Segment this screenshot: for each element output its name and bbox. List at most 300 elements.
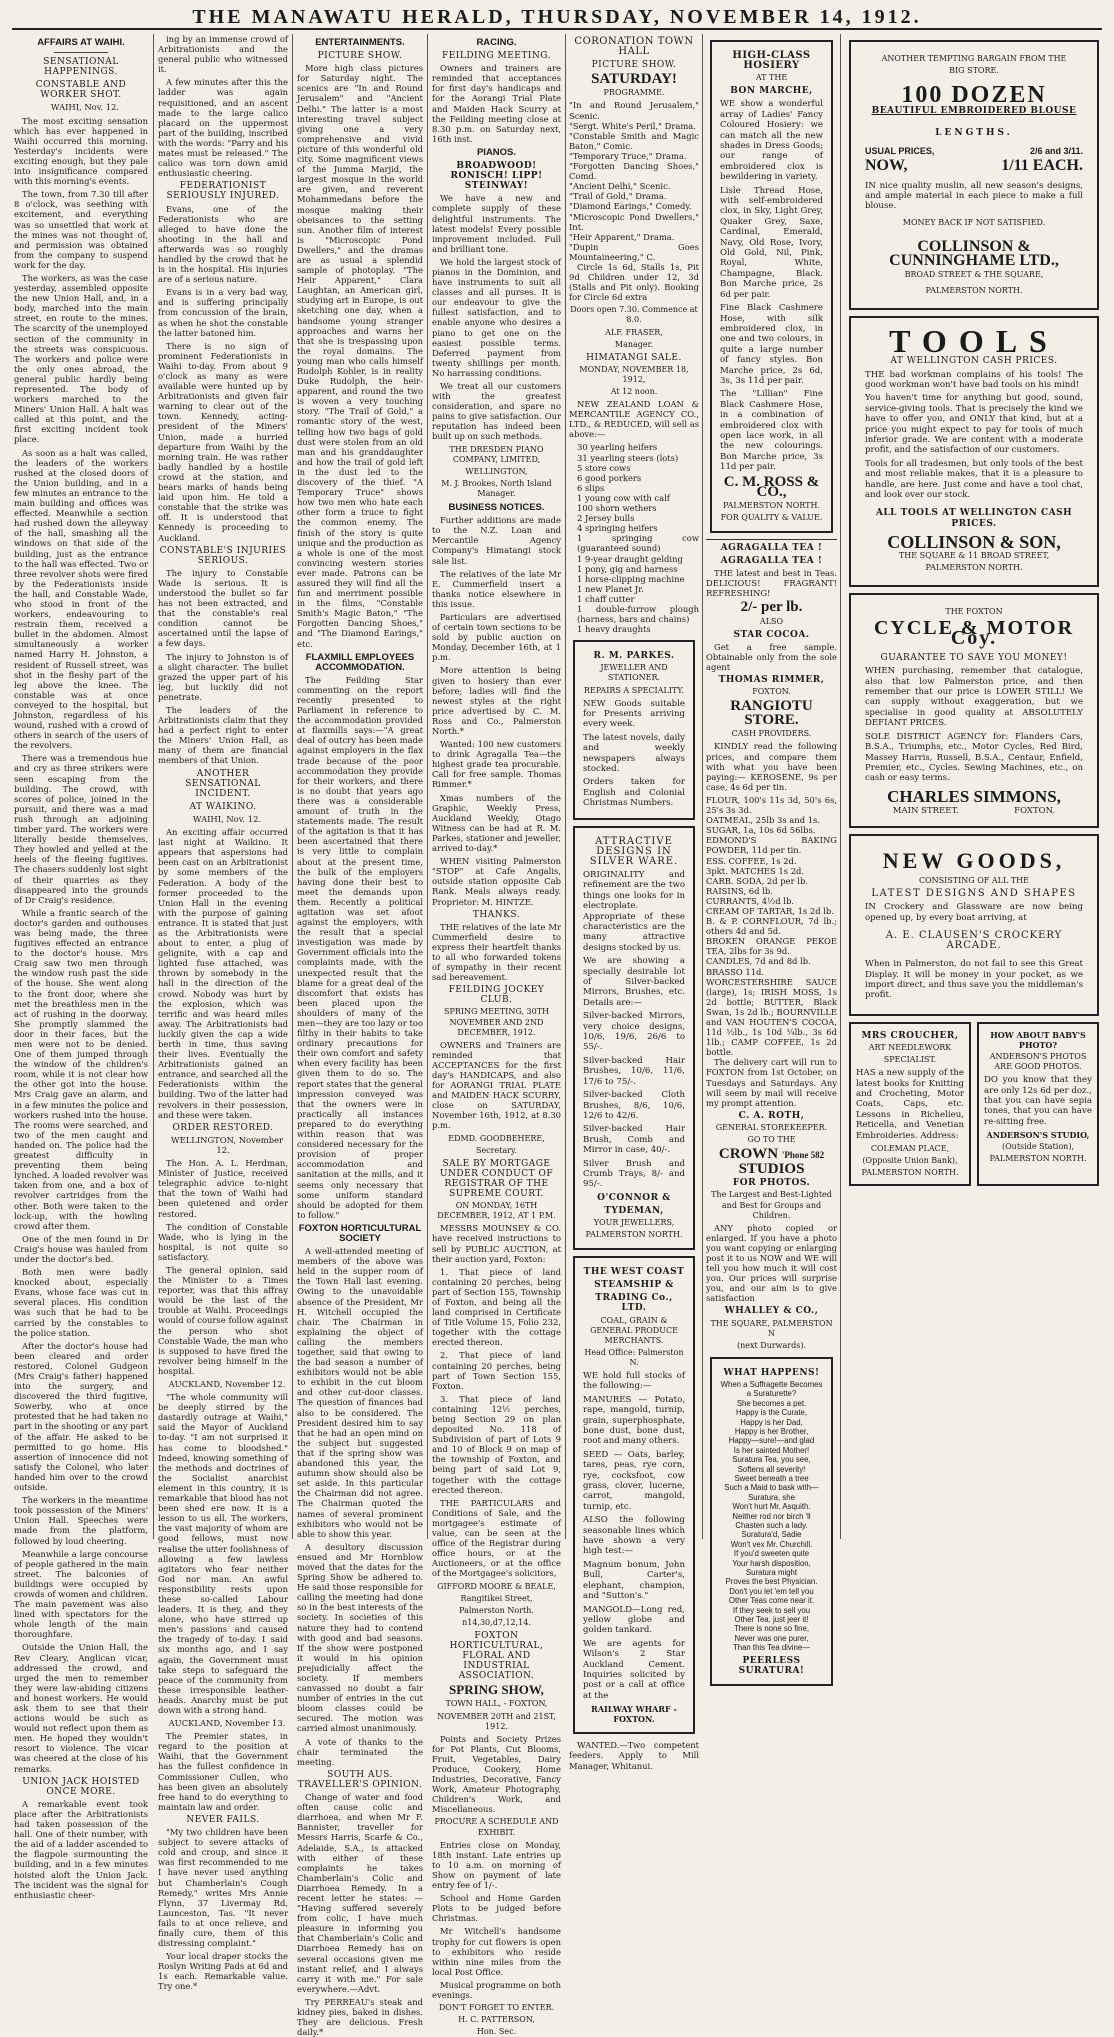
manager: ALF. FRASER, <box>605 327 663 337</box>
verse-line: Happy is her Brother, <box>734 1426 809 1436</box>
suratura-ad <box>710 1357 833 1686</box>
silverware-text: Silver Brush and Crumb Trays, 8/- and 95/-. <box>583 1158 685 1190</box>
cycle-guarantee: GUARANTEE TO SAVE YOU MONEY! <box>880 653 1068 664</box>
silverware-ad <box>573 826 695 1250</box>
paragraph: Mr Witchell's handsome trophy for cut flowers is open to exhibitors who reside within nine miles from the local Post Office. <box>432 1926 561 1977</box>
saturday: SATURDAY! <box>591 71 677 88</box>
tools-ad <box>849 316 1099 587</box>
westcoast-ad <box>573 1256 695 1734</box>
column-3 <box>297 34 423 2037</box>
paragraph: A few minutes after this the ladder was again requisitioned, and an ascent made to the large calico placard on the uppermost part of the building, inscribed with the words: "Parry and his mates must be released." The calico was torn down amid enthusiastic cheering. <box>158 77 288 179</box>
subheading: PICTURE SHOW. <box>317 51 403 62</box>
paragraph: MESSRS MOUNSEY & CO. have received instructions to sell by PUBLIC AUCTION, at their auction yard, Foxton: <box>432 1223 561 1264</box>
headline: AFFAIRS AT WAIHI. <box>37 37 125 48</box>
stock-item: 1 heavy draughts <box>577 624 651 635</box>
oconnor-name: TYDEMAN, <box>604 1205 664 1216</box>
crown-row <box>706 1146 837 1163</box>
anderson-tagline: ANDERSON'S PHOTOS ARE GOOD PHOTOS. <box>989 1052 1087 1072</box>
paragraph: The town, from 7.30 till after 8 o'clock, was seething with excitement, and everything was so unsettled that work at the mines was not thought of, and permission was obtained from the company to suspend work for the day. <box>14 189 148 270</box>
paragraph: Both men were badly knocked about, especially Evans, whose face was cut in several places. His condition was such that he had to be carried by the constables to the police station. <box>14 1267 148 1338</box>
ross-tagline: FOR QUALITY & VALUE. <box>720 512 823 522</box>
stock-item: 1 double-furrow plough (harness, bars and chains) <box>577 603 699 625</box>
star-cocoa: STAR COCOA. <box>733 629 810 640</box>
roth-name: C. A. ROTH, <box>738 1110 805 1121</box>
verse-line: Sweet beneath a tree <box>734 1473 809 1483</box>
parkes-text: NEW Goods suitable for Presents arriving every week. <box>583 698 685 730</box>
firm-city: WELLINGTON, <box>465 466 528 476</box>
film-item: "Heir Apparent," Drama. <box>569 231 675 242</box>
column-rule <box>840 34 841 1539</box>
silverware-title: ATTRACTIVE DESIGNS IN SILVER WARE. <box>589 835 679 867</box>
rimmer-town: FOXTON. <box>752 687 791 697</box>
manager-title: Manager. <box>614 339 654 349</box>
anderson-text: DO you know that they are only 12s 6d per doz., that you can have sepia tones, that you can have re-sitting free. <box>984 1075 1092 1127</box>
paragraph: The most exciting sensation which has ever happened in Waihi occurred this morning. Yesterday's incidents were exciting enough, but they pale into insignificance compared with this morning's events. <box>14 115 148 187</box>
coronation-title: CORONATION TOWN HALL <box>574 36 694 58</box>
subheading: AT WAIKINO. <box>189 801 257 812</box>
signature-title: Hon. Sec. <box>476 2027 517 2037</box>
silverware-text: ORIGINALITY and refinement are the two things one looks for in electroplate. Appropriate of these characteristics are the many attractive designs stocked by us. <box>583 869 685 953</box>
column-2 <box>158 34 288 1992</box>
verse-line: Won't vex Mr. Churchill. <box>730 1539 813 1549</box>
stock-item: 6 good porkers <box>577 472 642 483</box>
reference: n14,30,d7,12,14. <box>462 1617 531 1627</box>
film-item: "Ancient Delhi," Scenic. <box>569 181 671 192</box>
tools-title: TOOLS <box>889 323 1059 360</box>
new-goods-line: LATEST DESIGNS AND SHAPES <box>871 888 1077 900</box>
column-4 <box>432 34 561 2037</box>
price-item: FLOUR, 100's 11s 3d, 50's 6s, 25's 3s 3d. <box>706 794 837 816</box>
hosiery-at: AT THE <box>755 73 788 83</box>
verse-line: She becomes a pet. <box>736 1398 807 1408</box>
silverware-text: Silver-backed Hair Brush, Comb and Mirror in case, 40/-. <box>583 1124 685 1156</box>
price-list <box>706 795 837 1057</box>
divider <box>54 52 108 53</box>
blouse-dozen: 100 DOZEN <box>901 82 1047 109</box>
price-item: B. & P. CORNFLOUR, 7d lb.; others 4d and 5d. <box>706 916 837 937</box>
signature: Palmerston North. <box>459 1605 534 1615</box>
price-item: BRASSO 11d. <box>706 966 765 977</box>
paragraph: A vote of thanks to the chair terminated the meeting. <box>297 1736 423 1767</box>
paragraph: The Feilding Star commenting on the report recently presented to Parliament in reference to the accommodation provided at flaxmills says:—"A great deal of outcry has been made against employers in the flax trade because of the poor accommodation they provide for their workers, and there is no doubt that years ago there was a considerable amount of truth in the statements made. The result of the agitation is that it has been ascertained that there is very little to complain about at the present time, the bulk of the employers having done their best to meet the demands upon them. Recently a political agitation was set afoot against the employers, with the result that a special investigation was made by Government officials into the complaints made, with the unexpected result that the blame for a great deal of the discomfort that exists has been placed upon the shoulders of many of the men—they are too lazy or too filthy in their habits to take ordinary precautions for their own comfort and safety when every facility has been given them to do so. The report states that the general impression conveyed was that the owners were in practically all instances prepared to do everything within reason that was considered necessary for the provision of proper accommodation and sanitation at the mills, and it seems only necessary that some uniform standard should be adopted for them to follow." <box>297 674 423 1220</box>
blouse-intro: BIG STORE. <box>949 66 999 76</box>
rimmer-name: THOMAS RIMMER, <box>718 675 825 685</box>
blouse-ad <box>849 40 1099 310</box>
paragraph: There was a tremendous hue and cry as three strikers were seen escaping from the building. The crowd, with scores of police, joined in the pursuit, and there was a mad rush through an adjoining timber yard. The workers were literally beside themselves. They howled and yelled at the heels of the fleeing fugitives. The chasers suddenly lost sight of their quarries as they disappeared into the grounds of Dr Craig's residence. <box>14 753 148 905</box>
film-item: "Constable Smith and Magic Baton," Comic. <box>569 130 699 151</box>
usual-label: USUAL PRICES, <box>865 146 935 157</box>
stock-item: 6 slips <box>577 482 605 493</box>
verse-line: Other Tea, just jeer it! <box>734 1615 809 1625</box>
hosiery-text: The "Lillian" Fine Black Cashmere Hose, in a combination of embroidered clox with open lace work, in all the new colourings. Bon Marche price, 3s 11d per pair. <box>720 389 823 473</box>
paragraph: The workers in the meantime took possession of the Miners' Union Hall. Speeches were made from the platform, followed by loud cheering. <box>14 1495 148 1546</box>
paragraph: Entries close on Monday, 18th instant. Late entries up to 10 a.m. on morning of Show on payment of late entry fee of 1/-. <box>432 1839 561 1891</box>
new-goods-ad <box>849 834 1099 1016</box>
price-item: CARB. SODA, 2d per lb. <box>706 875 808 886</box>
subheading: SOUTH AUS. TRAVELLER'S OPINION. <box>297 1769 423 1790</box>
subheading: CONSTABLE'S INJURIES SERIOUS. <box>159 545 287 566</box>
firm-name: THE DRESDEN PIANO COMPANY, LIMITED, <box>449 444 544 464</box>
hosiery-title: HIGH-CLASS HOSIERY <box>732 50 811 72</box>
verse-line: Happy is her Dad, <box>740 1417 803 1427</box>
westcoast-text: MANURES — Potato, rape, mangold, turnip, grain, superphosphate, bone dust, bone dust, root and many others. <box>583 1394 685 1447</box>
verse-line: Suratura might <box>745 1568 798 1578</box>
agragalla-price: 2/- per lb. <box>740 599 803 616</box>
verse-line: Happy—sure!—and glad <box>728 1436 815 1446</box>
blouse-lengths: LENGTHS. <box>935 128 1013 139</box>
hosiery-text: Lisle Thread Hose, with self-embroidered clox, in Sky, Light Grey, Quaker Grey, Saxe, Cardinal, Emerald, Navy, Old Rose, Ivory, Old Gold, Nil, Pink, Royal, White, Champagne, Black. Bon Marche price, 2s 6d per pair. <box>720 185 823 300</box>
piano-brands: BROADWOOD! RONISCH! LIPP! STEINWAY! <box>450 161 543 192</box>
film-item: "Sergt. White's Peril," Drama. <box>569 120 696 131</box>
rangiotu-title: STORE. <box>744 712 799 729</box>
subheading: HIMATANGI SALE. <box>586 352 682 363</box>
collinson-cunninghame: COLLINSON & <box>917 237 1031 255</box>
subheading: FEDERATIONIST SERIOUSLY INJURED. <box>166 181 280 202</box>
doors: Doors open 7.30. Commence at 8.0. <box>570 305 698 325</box>
simmons-town: FOXTON. <box>1014 805 1056 816</box>
film-item: "Diamond Earings," Comedy. <box>569 201 692 212</box>
silverware-text: Silver-backed Cloth Brushes, 8/6, 10/6, 12/6 to 42/6. <box>583 1090 685 1121</box>
film-item: "Temporary Truce," Drama. <box>569 150 687 161</box>
show-date: NOVEMBER 20TH and 21ST, 1912. <box>437 1711 556 1731</box>
verse-line: When a Suffragette Becomes a Suraturette? <box>720 1379 823 1399</box>
price-item: ESS. COFFEE, 1s 2d. <box>706 855 797 866</box>
cycle-ad <box>849 593 1099 828</box>
stock-item: 100 shorn wethers <box>577 503 657 514</box>
agragalla-title: AGRAGALLA TEA ! <box>706 539 837 553</box>
sale-time: At 12 noon. <box>610 387 658 396</box>
roth-title: GENERAL STOREKEEPER. <box>715 1122 828 1132</box>
hosiery-store: BON MARCHE, <box>730 86 813 97</box>
column-rule <box>565 34 566 1539</box>
blouse-title: BEAUTIFUL EMBROIDERED BLOUSE <box>871 106 1077 117</box>
paragraph: 3. That piece of land containing 12½ perches, being Section 29 on plan deposited No. 118 of Subdivision of part of Lots 9 and 10 of Block 9 on map of the township of Foxton, and being part of said Lot 9, together with the cottage erected thereon. <box>432 1393 561 1495</box>
agragalla-also: ALSO <box>759 616 784 626</box>
paragraph: The leaders of the Arbitrationists claim that they had a perfect right to enter the Miners' Union Hall, as many of them are financial members of that Union. <box>158 705 288 766</box>
paragraph: Particulars are advertised of certain town sections to be sold by public auction on Monday, December 16th, at 1 p.m. <box>432 611 561 663</box>
paragraph: The Hon. A. L. Herdman, Minister of Justice, received telegraphic advice to-night that the town of Waihi had been quietened and order restored. <box>158 1158 288 1219</box>
paragraph: Xmas numbers of the Graphic, Weekly Press, Auckland Weekly, Otago Witness can be had at R. M. Parkes, stationer and jeweller, arrived to-day.* <box>432 792 561 854</box>
paragraph: The injury to Johnston is of a slight character. The bullet grazed the upper part of his leg, but luckily did not penetrate. <box>158 651 288 702</box>
croucher-address: PALMERSTON NORTH. <box>861 1168 959 1178</box>
crown-phone: 'Phone 582 <box>781 1150 825 1161</box>
rangiotu-title: RANGIOTU <box>730 698 813 715</box>
subheading: UNION JACK HOISTED ONCE MORE. <box>22 1776 140 1797</box>
headline: RACING. <box>476 37 517 48</box>
verse-line: Won't hurt Mr. Asquith. <box>732 1502 811 1512</box>
verse-line: Don't you let 'em tell you <box>729 1586 814 1596</box>
verse-line: There is none so fine, <box>734 1624 809 1634</box>
stock-item: 1 young cow with calf <box>577 492 670 503</box>
firm-city: PALMERSTON NORTH. <box>925 562 1023 572</box>
price-item: BROKEN ORANGE PEKOE TEA, 2lbs for 3s 9d. <box>706 936 837 957</box>
programme: PROGRAMME. <box>603 88 665 98</box>
verse-line: Proves the best Physician. <box>725 1577 818 1587</box>
meeting-dates: SPRING MEETING, 30TH NOVEMBER AND 2ND DECEMBER, 1912. <box>443 1007 550 1037</box>
croucher-text: HAS a new supply of the latest books for Knitting and Crocheting, Motor Coats, Caps, etc. Lessons in Richelieu, Reticella, and Venetian Embroideries. Address: <box>856 1068 964 1141</box>
verse-line: Never was one purer, <box>734 1633 809 1643</box>
paragraph: As soon as a halt was called, the leaders of the workers rushed at the closed doors of the Union building, and in a few minutes an entrance to the main building and offices was effected. Meanwhile a section had rushed down the alleyway of the hall, smashing all the windows on that side of the building, just as the entrance to the hall was effected. Two or three revolver shots were fired by the Federationists inside the hall, and Constable Wade, who stood in front of the workers, endeavouring to restrain them, received a bullet in the abdomen. Almost simultaneously a worker named Harry H. Johnston, a resident of Russell street, was shot in the fleshy part of the leg above the knee. The constable was at once conveyed to the hospital, but Johnston, regardless of his wound, rushed with a crowd of others in search of the users of the revolvers. <box>14 447 148 751</box>
paragraph: THE PARTICULARS and Conditions of Sale, and the mortgagee's estimate of value, can be seen at the office of the Registrar during office hours, or at the Auctioneers, or at the office of the Mortgagee's solicitors, <box>432 1497 561 1579</box>
verse-line: Happy is the Curate, <box>735 1408 808 1418</box>
ross-city: PALMERSTON NORTH. <box>722 500 820 510</box>
signature-title: Secretary. <box>475 1145 518 1155</box>
subheading: FEILDING JOCKEY CLUB. <box>448 985 545 1006</box>
stock-item: 1 9-year draught gelding <box>577 553 683 564</box>
paragraph: Wanted: 100 new customers to drink Agragalla Tea—the highest grade tea procurable. Call for free sample. Thomas Rimmer.* <box>432 739 561 790</box>
verse-line: Other Teas come near it. <box>728 1596 815 1606</box>
usual-row <box>865 146 1083 156</box>
dateline: AUCKLAND, November 12. <box>168 1379 286 1389</box>
paragraph: THE latest and best in Teas. DELICIOUS! FRAGRANT! REFRESHING! <box>706 568 837 599</box>
westcoast-name: TRADING Co., LTD. <box>595 1293 673 1314</box>
verse-line: Than this Tea divine— <box>732 1643 810 1653</box>
verse-line: Chasten such a lady. <box>735 1521 808 1530</box>
hosiery-text: WE show a wonderful array of Ladies' Fancy Coloured Hosiery: we can match all the new shades in Dress Goods; our range of embroidered clox is bewildering in variety. <box>720 99 823 183</box>
hosiery-text: Fine Black Cashmere Hose, with silk embroidered clox, in one and two colours, in quite a large number of fancy styles. Bon Marche price, 2s 6d, 3s, 3s 11d per pair. <box>720 303 823 386</box>
cycle-text: SOLE DISTRICT AGENCY for: Flanders Cars, B.S.A., Triumphs, etc., Motor Cycles, Red Bird, Massey Harris, Russell, B.S.A., Centaur, Enfield, Premier, etc., Cycles. Sewing Machines, etc., on cash or easy terms. <box>865 731 1083 784</box>
new-goods-text: IN Crockery and Glassware are now being opened up, by every boat arriving, at <box>865 902 1083 923</box>
anderson-ad <box>977 1022 1099 1186</box>
masthead: THE MANAWATU HERALD, THURSDAY, NOVEMBER 14, 1912. <box>12 6 1102 30</box>
paragraph: The workers, as was the case yesterday, assembled opposite the new Union Hall, and, in a body, marched into the main street, en route to the mines. The scarcity of the unemployed section of the community in the streets was conspicuous. The workers and police were the only ones abroad, the general public hardly being represented. The body of workers marched to the Miners' Union Hall. A halt was called at this point, and the first exciting incident took place. <box>14 272 148 445</box>
paragraph: "The whole community will be deeply stirred by the dastardly outrage at Waihi," said the Mayor of Auckland to-day. "I am not surprised it has come to bloodshed." Indeed, knowing something of the methods and doctrines of the Socialist anarchist element in this country, it is remarkable that blood has not been shed ere now. It is a lesson to us all. The workers, the vast majority of whom are good fellows, must now realise the utter foolishness of allowing a few lawless agitators who fear neither God nor man. An awful responsibility rests upon these so-called Labour leaders. It is they, and they alone, who have stirred up men's passions and caused the tragedy of to-day. I said six months ago, and I say again, the Government must take steps to safeguard the peace of the community from these irresponsible leather-heads. Anarchy must be put down with a strong hand. <box>158 1392 288 1715</box>
stock-item: 1 chaff cutter <box>577 593 635 604</box>
crown-tagline: The Largest and Best-Lighted and Best for Groups and Children. <box>711 1190 832 1220</box>
column-7 <box>845 34 1103 1539</box>
croucher-line: ART NEEDLEWORK <box>868 1042 952 1052</box>
cycle-text: WHEN purchasing, remember that catalogue, also that low Palmerston price, and then remember that our price is LOWER STILL! We can supply without exaggeration, but we specialise in good quality at ABSOLUTELY DEFIANT PRICES. <box>865 666 1083 729</box>
paragraph: We hold the largest stock of pianos in the Dominion, and have instruments to suit all classes and all purses. It is our endeavour to give the fullest satisfaction, and to enable anyone who desires a piano to get one on the easiest possible terms. Deferred payment from twenty shillings per month. No harrassing conditions. <box>432 256 561 378</box>
parkes-ad <box>573 640 695 819</box>
whalley-address: THE SQUARE, PALMERSTON N <box>710 1318 833 1338</box>
verse-line: Suratura'd, Sadie <box>741 1530 802 1540</box>
westcoast-office: Head Office: Palmerston N. <box>584 1347 684 1367</box>
anderson-address: PALMERSTON NORTH. <box>989 1154 1087 1164</box>
silverware-text: We are showing a specially desirable lot of Silver-backed Mirrors, Brushes, etc. Details are:— <box>583 956 685 1008</box>
tools-text: Tools for all tradesmen, but only tools of the best and most reliable makes, that it is a pleasure to handle, are here. Just come and have a tool chat, and look over our stock. <box>865 458 1083 500</box>
now-label: NOW, <box>865 156 908 174</box>
price-item: OATMEAL, 25lb 3s and 1s. <box>706 815 821 826</box>
paragraph: A desultory discussion ensued and Mr Hornblow moved that the dates for the Spring Show be adhered to. He said those responsible for calling the meeting had done so in the best interests of the society. In societies of this nature they had to contend with good and bad seasons. If the show were postponed it would in his opinion prejudicially affect the society. If members canvassed no doubt a fair number of entries in the cut bloom classes could be secured. The motion was carried almost unanimously. <box>297 1541 423 1734</box>
spring-show: SPRING SHOW, <box>449 1682 544 1698</box>
column-rule <box>153 34 154 1539</box>
whalley-name: WHALLEY & CO., <box>724 1306 819 1317</box>
paragraph: Evans, one of the Federationists who are alleged to have done the shooting in the hall and afterwards was so roughly handled by the crowd that he is in the hospital. His injuries are of a serious nature. <box>158 203 288 285</box>
paragraph: Get a free sample. Obtainable only from the sole agent <box>706 641 837 672</box>
parkes-repairs: REPAIRS A SPECIALITY. <box>583 685 685 695</box>
verse-line: If they seek to sell you <box>732 1605 811 1615</box>
croucher-address: (Opposite Union Bank), <box>862 1156 958 1166</box>
rangiotu-sub: CASH PROVIDERS. <box>731 729 812 739</box>
paragraph: The delivery cart will run to FOXTON from 1st October, on Tuesdays and Saturdays. Any will seem by mail will receive my prompt attention. <box>706 1057 837 1108</box>
price-item: SUGAR, 1a, 10s 6d 56lbs. <box>706 825 816 836</box>
column-rule <box>702 34 703 1539</box>
verse-line: Suratura, she <box>748 1492 795 1502</box>
verse-line: Your harsh disposition, <box>732 1558 811 1568</box>
dateline: AUCKLAND, November 13. <box>168 1718 286 1729</box>
usual-price: 2/6 and 3/11. <box>1029 146 1083 157</box>
price-item: 3pkt. MATCHES 1s 2d. <box>706 865 805 876</box>
whalley-note: (next Durwards). <box>737 1340 806 1350</box>
paragraph: Outside the Union Hall, the Rev Cleary, Anglican vicar, addressed the crowd, and urged the men to remember they were law-abiding citizens and honest workers. He would ask them to see that their actions would be such as would not reflect upon them as men. He hoped they wouldn't resort to violence. The vicar was cheered at the close of his remarks. <box>14 1642 148 1774</box>
subheading: SENSATIONAL HAPPENINGS. <box>43 57 119 78</box>
new-goods-title: NEW GOODS, <box>882 847 1066 873</box>
paragraph: More high class pictures for Saturday night. The scenics are "In and Round Jerusalem" and "Ancient Delhi." The latter is a most interesting travel subject giving one a very comprehensive and vivid picture of this wonderful old city. Some magnificent views of the Jumma Marjid, the largest mosque in the world are given, and reverent Mohammedans before the mosque making their obeisances to the setting sun. Another film of interest is "Microscopic Pond Dwellers," and the dramas are as usual a splendid sample of photoplay. "The Heir Apparent," Clara Laughtan, an American girl, studying art in Europe, is out sketching one day, when a handsome young stranger approaches and warns her that she is trespassing upon the royal domains. The young man who calls himself Rudolph Kohler, is in reality Duke Rudolph, the heir-apparent, and round the two is woven a very touching story. "The Trail of Gold," a romantic story of the west, telling how two bags of gold dust were stolen from an old man and his granddaughter and how the trail of gold left in the dust led to the discovery of the thief. "A Temporary Truce" shows how two men who hate each other form a truce to fight the common enemy. The finish of the story is quite unique and the production as a whole is one of the most convincing western stories ever made. Patrons can be assured they will find all the fun and merriment possible in the films, "Constable Smith's Magic Baton," "The Forgotten Dancing Shoes," and "The Diamond Earings," etc. <box>297 63 423 649</box>
paragraph: Your local draper stocks the Roslyn Writing Pads at 6d and 1s each. Remarkable value. Try one.* <box>158 1951 288 1992</box>
price-item: WORCESTERSHIRE SAUCE (large), 1s; IRISH MOSS, 1s 2d bottle; BUTTER, Black Swan, 1s 2d lb.; BOURNVILLE and VAN HOUTEN'S COCOA, 11d ½lb., 1s 10d ¼lb., 3s 6d 1lb.; CAMP COFFEE, 1s 2d bottle. <box>706 976 837 1058</box>
croucher-ad <box>849 1022 971 1186</box>
now-price: 1/11 EACH. <box>1001 156 1083 174</box>
blouse-intro: ANOTHER TEMPTING BARGAIN FROM THE <box>881 54 1067 63</box>
paragraph: Evans is in a very bad way, and is suffering principally from concussion of the brain, as when he shot the constable the latter batoned him. <box>158 287 288 338</box>
stock-list <box>569 442 699 634</box>
column-rule <box>292 34 293 1539</box>
film-item: "Microscopic Pond Dwellers," Int. <box>569 211 699 232</box>
paragraph: KINDLY read the following prices, and compare them with what you have been paying:— KEROSENE, 9s per case, 4s 6d per tin. <box>706 741 837 792</box>
paragraph: An exciting affair occurred last night at Waikino. It appears that aspersions had been cast on an Arbitrationist by some members of the Federation. A body of the former proceeded to the Union Hall in the evening with the purpose of gaining entrance. It is stated that just as the Arbitrationists were about to enter, a plug of gelignite, with a cap and lighted fuse attached, was thrown by somebody in the hall in the direction of the crowd. Nobody was hurt by the explosion, which was terrific and was heard miles away. The Arbitrationists had luckily given the cap a wide berth in time, thus saving their lives. Eventually the Arbitrationists gained an entrance, and searched all the Federationists within the building. Two of the latter had revolvers in their possession, and these were taken. <box>158 827 288 1120</box>
stock-item: 1 springing cow (guaranteed sound) <box>577 533 699 554</box>
verse-line: Is her sainted Mother! <box>733 1445 810 1455</box>
subheading: NEVER FAILS. <box>186 1814 260 1825</box>
crown-studios: STUDIOS <box>738 1161 805 1178</box>
suratura-title: WHAT HAPPENS! <box>723 1367 820 1378</box>
verse-line: If you'd sweeten quite <box>733 1549 810 1559</box>
crown-goto: GO TO THE <box>747 1135 796 1145</box>
stock-item: 1 new Planet Jr. <box>577 583 644 594</box>
stock-item: 1 pony, gig and harness <box>577 563 678 574</box>
oconnor-tagline: YOUR JEWELLERS, <box>593 1217 675 1227</box>
anderson-address: (Outside Station), <box>1002 1142 1074 1152</box>
westcoast-trade: COAL, GRAIN & GENERAL PRODUCE MERCHANTS. <box>590 1315 678 1345</box>
paragraph: "My two children have been subject to severe attacks of cold and croup, and since it was first recommended to me I have never used anything but Chamberlain's Cough Remedy," writes Mrs Annie Flynn, 37 Livermay Rd, Launceston, Tas. "It never fails to at once relieve, and finally cure, them of this distressing complaint." <box>158 1827 288 1949</box>
paragraph: While a frantic search of the doctor's garden and outhouses was being made, the three fugitives effected an entrance to the doctor's house. Mrs Craig saw two men through the window rush past the side of the house. She went along to the front door, where she met the breathless men in the act of rushing in the doorway. She promptly slammed the door in their faces, but the men were not to be denied. One of them jumped through the window of the children's room, while it is not clear how the other got into the house. Mrs Craig gave an alarm, and in a few minutes the police and workers rushed into the house. The rooms were searched, and two of the men caught and handed on. The police had the greatest difficulty in preventing them being lynched. A loaded revolver was taken from one, and a box of revolver cartridges from the other. Both were taken to the lock-up, with the howling crowd after them. <box>14 907 148 1231</box>
silverware-text: Silver-backed Mirrors, very choice designs, 10/6, 19/6, 26/6 to 55/-. <box>583 1011 685 1053</box>
paragraph: Circle 1s 6d, Stalls 1s, Pit 9d Children under 12, 3d (Stalls and Pit only). Booking for Circle 6d extra <box>569 261 699 303</box>
paragraph: We treat all our customers with the greatest consideration, and spare no pains to give satisfaction. Our reputation has indeed been built up on such methods. <box>432 381 561 442</box>
price-item: EDMOND'S BAKING POWDER, 11d per tin. <box>706 835 837 856</box>
paragraph: OWNERS and Trainers are reminded that ACCEPTANCES for the first day's HANDICAPS, and also for AORANGI TRIAL PLATE and MAIDEN HACK SCURRY, close on SATURDAY, November 16th, 1912, at 8.30 p.m. <box>432 1039 561 1131</box>
subheading: SALE BY MORTGAGE UNDER CONDUCT OF REGISTRAR OF THE SUPREME COURT. <box>439 1158 554 1200</box>
new-goods-text: When in Palmerston, do not fail to see this Great Display. It will be money in your pocket, as we import direct, and thus save you the middleman's profit. <box>865 959 1083 1001</box>
paragraph: The condition of Constable Wade, who is lying in the hospital, is not quite so satisfactory. <box>158 1221 288 1262</box>
parkes-subtitle: JEWELLER AND STATIONER. <box>600 663 668 683</box>
subheading: FOXTON HORTICULTURAL, FLORAL AND INDUSTRIAL ASSOCIATION. <box>449 1630 544 1682</box>
column-1 <box>14 34 148 1900</box>
clausen-arcade: A. E. CLAUSEN'S CROCKERY ARCADE. <box>885 930 1063 952</box>
crown-name: CROWN <box>718 1146 779 1163</box>
verse-line: Suratura Tea, you see, <box>732 1455 811 1465</box>
dateline: WAIHI, Nov. 12. <box>50 102 120 113</box>
price-item: RAISINS, 6d lb. <box>706 885 773 896</box>
paragraph: One of the men found in Dr Craig's house was hauled from under the doctor's bed. <box>14 1233 148 1264</box>
headline: FOXTON HORTICULTURAL SOCIETY <box>298 1222 422 1244</box>
film-item: "Dupin Goes Mountaineering," C. <box>569 241 699 262</box>
paragraph: The relatives of the late Mr E. Cummerfield insert a thanks notice elsewhere in this issue. <box>432 568 561 609</box>
silverware-text: Silver-backed Hair Brushes, 10/6, 11/6, 17/6 to 75/-. <box>583 1055 685 1087</box>
paragraph: There is no sign of prominent Federationists in Waihi to-day. From about 9 o'clock as many as were available were hunted up by Arbitrationists and given fair warning to clear out of the town. Kennedy, acting-president of the Miners' Union, made a hurried departure from Waihi by the morning train. He was rather badly handled by a hostile crowd at the station, and bears marks of hands being laid upon him. He told a constable that the strike was off. It is understood that Kennedy is proceeding to Auckland. <box>158 340 288 543</box>
new-goods-line: CONSISTING OF ALL THE <box>919 876 1029 885</box>
paragraph: We have a new and complete supply of these delightful instruments. The latest models! Every possible improvement included. Full and brilliant tone. <box>432 193 561 254</box>
procure-line: PROCURE A SCHEDULE AND EXHIBIT. <box>434 1817 559 1837</box>
money-back: MONEY BACK IF NOT SATISFIED. <box>902 217 1046 227</box>
paragraph: 1. That piece of land containing 20 perches, being part of Section 155, Township of Foxton, and being all the land comprised in Certificate of Title Volume 15, Folio 232, together with the cottage erected thereon. <box>432 1266 561 1348</box>
paragraph: Points and Society Prizes for Pot Plants, Cut Blooms, Fruit, Vegetables, Dairy Produce, Cookery, Home Industries, Decorative, Fancy Work, Amateur Photography, Children's Work, and Miscellaneous. <box>432 1733 561 1815</box>
cycle-title: CYCLE & MOTOR Coy. <box>873 616 1075 650</box>
firm-address: THE SQUARE & 11 BROAD STREET, <box>898 550 1050 560</box>
headline: FLAXMILL EMPLOYEES ACCOMMODATION. <box>305 651 415 673</box>
westcoast-text: WE hold full stocks of the following:— <box>583 1370 685 1392</box>
now-row <box>865 156 1083 174</box>
paragraph: THE relatives of the late Mr Cummerfield desire to express their heartfelt thanks to all who forwarded tokens of sympathy in their recent sad bereavement. <box>432 921 561 983</box>
film-item: "In and Round Jerusalem," Scenic. <box>569 100 699 121</box>
ross-name: C. M. ROSS & CO., <box>723 473 820 500</box>
westcoast-wharf: RAILWAY WHARF - FOXTON. <box>591 1704 677 1725</box>
blouse-text: IN nice quality muslin, all new season's designs, and ample material in each piece to make a full blouse. <box>865 180 1083 212</box>
subheading: FEILDING MEETING. <box>441 51 552 62</box>
paragraph: 2. That piece of land containing 20 perches, being part of Town Section 155, Foxton. <box>432 1350 561 1391</box>
agragalla-title: AGRAGALLA TEA ! <box>720 556 823 567</box>
parkes-text: Orders taken for English and Colonial Christmas Numbers. <box>583 777 685 809</box>
westcoast-text: ALSO the following seasonable lines which have shown a very high test:— <box>583 1515 685 1557</box>
tools-subtitle: AT WELLINGTON CASH PRICES. <box>890 356 1058 367</box>
tools-all: ALL TOOLS AT WELLINGTON CASH PRICES. <box>875 508 1073 529</box>
anderson-studio: ANDERSON'S STUDIO, <box>986 1130 1090 1141</box>
parkes-text: The latest novels, daily and weekly newspapers always stocked. <box>583 732 685 775</box>
collinson-cunninghame: CUNNINGHAME LTD., <box>889 252 1059 270</box>
hosiery-ad <box>710 40 833 533</box>
paragraph: Musical programme on both evenings. <box>432 1979 561 2000</box>
headline: PIANOS. <box>476 146 517 158</box>
paragraph: Meanwhile a large concourse of people gathered in the main street. The balconies of buildings were occupied by crowds of women and children. The main pavement was also lined with spectators for the whole length of the main thoroughfare. <box>14 1548 148 1640</box>
firm-city: PALMERSTON NORTH. <box>925 286 1023 296</box>
stock-item: 30 yearling heifers <box>577 442 658 453</box>
stock-item: 1 horse-clipping machine <box>577 573 685 584</box>
price-item: CREAM OF TARTAR, 1s 2d lb. <box>706 905 834 916</box>
column-5 <box>569 34 699 1771</box>
subheading: ANOTHER SENSATIONAL INCIDENT. <box>185 768 261 799</box>
parkes-title: R. M. PARKES. <box>593 651 675 662</box>
croucher-address: COLEMAN PLACE, <box>870 1143 950 1153</box>
stock-item: 5 store cows <box>577 462 631 473</box>
paragraph: WHEN visiting Palmerston "STOP" at Cafe Angalis, outside station opposite Cab Rank. Meals always ready. Proprietor: M. HINTZE. <box>432 856 561 907</box>
paragraph: Owners and trainers are reminded that acceptances for first day's handicaps and for the Aorangi Trial Plate and Maiden Hack Scurry at the Feilding meeting close at 8.30 p.m. on Saturday next, 16th inst. <box>432 63 561 144</box>
paragraph: A well-attended meeting of members of the above was held in the supper room of the Town Hall last evening. Owing to the unavoidable absence of the President, Mr H. Witchell occupied the chair. The Chairman in explaining the object of calling the members together, said that owing to the bad season a number of exhibitors would not be able to exhibit in the cut bloom and other cut-door classes. The question of finances had also to be considered. The President desired him to say that he had an open mind on the subject but suggested that if the spring show was abandoned this year, the autumn show should also be set aside. In this particular the Chairman did not agree. The Chairman quoted the names of several prominent exhibitors who would not be able to show this year. <box>297 1246 423 1539</box>
oconnor-city: PALMERSTON NORTH. <box>585 1230 683 1240</box>
paragraph: Try PERREAU's steak and kidney pies, baked in dishes. They are delicious. Fresh daily.* <box>297 1996 423 2037</box>
paragraph: Change of water and food often cause colic and diarrhoea, and when Mr F. Bannister, traveller for Messrs Harris, Scarfe & Co., Adelaide, S.A., is attacked with either of these complaints he takes Chamberlain's Colic and Diarrhoea Remedy. In a recent letter he states: — "Having suffered severely from colic, I have much pleasure in informing you that Chamberlain's Colic and Diarrhoea Remedy has on several occasions given me instant relief, and I always carry it with me." For sale everywhere.—Advt. <box>297 1792 423 1994</box>
verse-line: Such a Maid to bask with— <box>724 1483 819 1493</box>
headline: BUSINESS NOTICES. <box>448 502 545 514</box>
price-item: CURRANTS, 4½d lb. <box>706 895 794 906</box>
paragraph: WANTED.—Two competent feeders. Apply to Mill Manager, Whitanui. <box>569 1740 699 1771</box>
paragraph: The injury to Constable Wade is serious. It is understood the bullet so far has not been extracted, and that the constable's real condition cannot be ascertained until the lapse of a few days. <box>158 567 288 649</box>
collinson-son: COLLINSON & SON, <box>887 531 1061 552</box>
verse-line: Neither rod nor birch 'll <box>732 1511 811 1521</box>
oconnor-name: O'CONNOR & <box>597 1192 671 1203</box>
paragraph: NEW ZEALAND LOAN & MERCANTILE AGENCY CO., LTD., & REDUCED, will sell as above:— <box>569 399 699 440</box>
picture-show: PICTURE SHOW. <box>591 60 677 71</box>
film-list <box>569 100 699 262</box>
paragraph: The general opinion, said the Minister to a Times reporter, was that this affray would be the last of the trouble at Waihi. Proceedings would of course follow against the person who shot Constable Wade, the man who is supposed to have fired the revolver being himself in the hospital. <box>158 1264 288 1376</box>
subheading: ORDER RESTORED. <box>172 1122 274 1133</box>
westcoast-text: MANGOLD—Long red, yellow globe and golden tankard. <box>583 1604 685 1636</box>
show-venue: TOWN HALL, - FOXTON, <box>445 1699 548 1709</box>
westcoast-text: We are agents for Wilson's 2 Star Auckland Cement. Inquiries solicited by post or a call at office at the <box>583 1638 685 1701</box>
bottom-ads <box>849 1022 1099 1186</box>
signature: Rangitikei Street, <box>460 1593 533 1603</box>
tools-text: You haven't time for anything but good, sound, service-giving tools. That is precisely the kind we have to offer you, and ONLY that kind, but at a price you might expect to pay for tools of much inferior grade. We are content with a moderate profit, and the satisfaction of our customers. <box>865 393 1083 456</box>
